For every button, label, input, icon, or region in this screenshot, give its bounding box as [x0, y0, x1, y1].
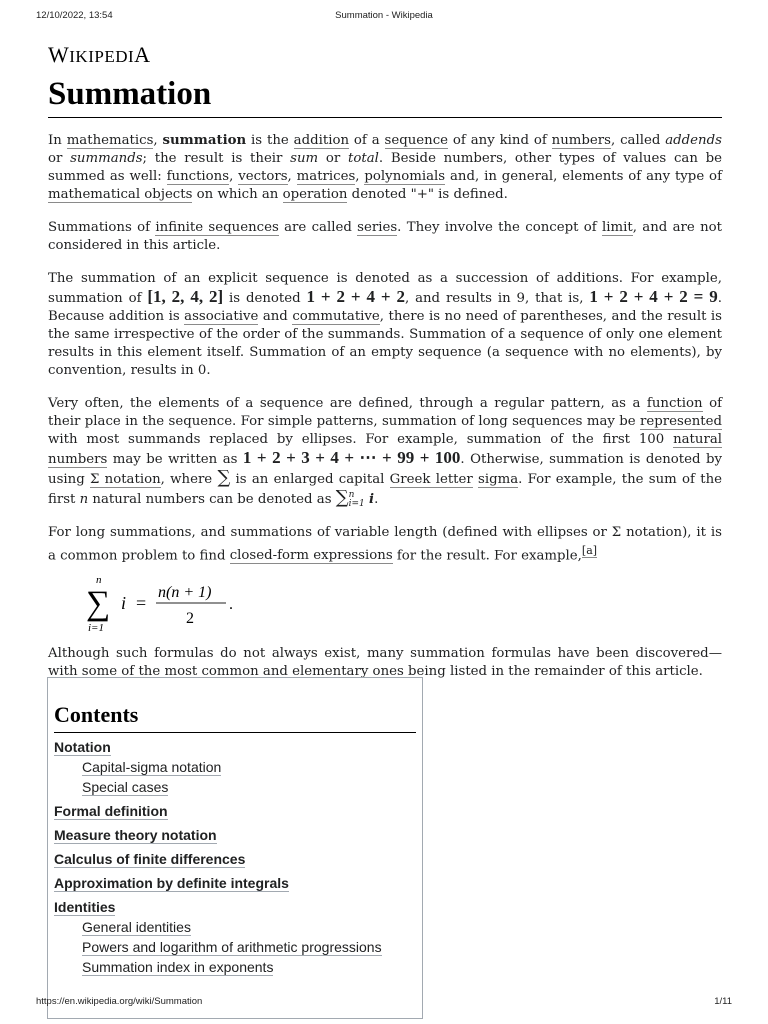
link-limit[interactable]: limit: [602, 220, 633, 235]
link-vectors[interactable]: vectors: [238, 169, 288, 184]
link-sequence[interactable]: sequence: [384, 133, 449, 148]
page-title: Summation: [48, 76, 722, 118]
math-sum-expression: 1 + 2 + 4 + 2: [306, 287, 405, 306]
math-inline-sum: ∑n i=1 i: [335, 487, 375, 509]
print-url: https://en.wikipedia.org/wiki/Summation: [36, 996, 203, 1007]
formula-lower-limit: i=1: [88, 622, 104, 634]
paragraph-formulas: Although such formulas do not always exist, many summation formulas have been discovered—with some of the most common and elementary ones being listed in the remainder of this article.: [48, 646, 722, 680]
link-represented[interactable]: represented: [640, 414, 722, 429]
formula-period: .: [229, 596, 233, 614]
paragraph-series: Summations of infinite sequences are called series. They involve the concept of limit, and are not considered in this article.: [48, 220, 723, 253]
toc-item-label: Measure theory notation: [54, 827, 217, 843]
table-of-contents: [47, 677, 423, 1019]
formula-upper-limit: n: [96, 574, 102, 587]
math-long-sum: 1 + 2 + 3 + 4 + ⋯ + 99 + 100: [242, 448, 461, 467]
toc-item[interactable]: [54, 737, 416, 757]
toc-item-label: Notation: [54, 739, 111, 755]
toc-item-label: Formal definition: [54, 803, 168, 819]
toc-list: [54, 737, 416, 977]
link-mathematics[interactable]: mathematics: [66, 133, 154, 148]
formula-equals: =: [136, 593, 147, 614]
sum-formula-svg: [86, 569, 346, 633]
link-closed-form-expressions[interactable]: closed-form expressions: [229, 548, 393, 564]
toc-item-label: Summation index in exponents: [82, 959, 274, 975]
link-sigma-notation[interactable]: Σ notation: [89, 472, 161, 487]
link-mathematical-objects[interactable]: mathematical objects: [48, 187, 193, 202]
toc-item-label: Identities: [54, 899, 116, 915]
print-page-number: 1/11: [714, 996, 732, 1007]
link-associative[interactable]: associative: [184, 309, 259, 324]
link-functions[interactable]: functions: [166, 169, 230, 184]
link-commutative[interactable]: commutative: [292, 309, 380, 324]
toc-item[interactable]: [54, 897, 416, 917]
link-sigma[interactable]: sigma: [478, 472, 519, 487]
paragraph-closed-form: For long summations, and summations of variable length (defined with ellipses or Σ notation), it is a common problem to find closed-form expressions for the result. For example,[a]: [48, 525, 722, 564]
math-sum-result: 1 + 2 + 4 + 2 = 9: [589, 287, 718, 306]
toc-item[interactable]: [82, 917, 416, 937]
math-sigma-symbol: ∑: [217, 467, 231, 488]
link-matrices[interactable]: matrices: [296, 169, 356, 184]
link-polynomials[interactable]: polynomials: [364, 169, 446, 184]
paragraph-explicit-sequence: The summation of an explicit sequence is denoted as a succession of additions. For example, summation of [1, 2, 4, 2] is denoted 1 + 2 + 4 + 2, and results in 9, that is, 1 + 2 + 4 + 2 = 9. Because addition is associative and commutative, there is no need of parentheses, and the result is the same irrespective of the order of the summands. Summation of a sequence of only one element results in this element itself. Summation of an empty sequence (a sequence with no elements), by convention, results in 0.: [48, 271, 723, 378]
link-greek-letter[interactable]: Greek letter: [389, 472, 473, 487]
toc-item-label: Calculus of finite differences: [54, 851, 246, 867]
link-infinite-sequences[interactable]: infinite sequences: [155, 220, 279, 235]
math-sequence: [1, 2, 4, 2]: [147, 287, 224, 306]
wikipedia-logo[interactable]: WIKIPEDIA: [48, 42, 151, 67]
toc-item-label: Powers and logarithm of arithmetic progressions: [82, 939, 382, 955]
toc-item[interactable]: [54, 849, 416, 869]
print-datetime: 12/10/2022, 13:54: [36, 10, 113, 21]
toc-item[interactable]: [82, 777, 416, 797]
link-function[interactable]: function: [646, 396, 703, 411]
link-operation[interactable]: operation: [282, 187, 348, 202]
formula-variable: i: [121, 593, 127, 614]
toc-item-label: Capital-sigma notation: [82, 759, 222, 775]
toc-item[interactable]: [82, 957, 416, 977]
toc-item-label: General identities: [82, 919, 191, 935]
paragraph-patterns: Very often, the elements of a sequence are defined, through a regular pattern, as a function of their place in the sequence. For simple patterns, summation of long sequences may be represented with most summands replaced by ellipses. For example, summation of the first 100 natural numbers may be written as 1 + 2 + 3 + 4 + ⋯ + 99 + 100. Otherwise, summation is denoted by using Σ notation, where ∑ is an enlarged capital Greek letter sigma. For example, the sum of the first n natural numbers can be denoted as ∑n i=1 i.: [48, 396, 723, 509]
link-series[interactable]: series: [357, 220, 398, 235]
article-body: [48, 132, 722, 696]
print-footer: [36, 996, 732, 1010]
print-header: [36, 10, 732, 24]
paragraph-intro: In mathematics, summation is the addition of a sequence of any kind of numbers, called addends or summands; the result is their sum or total. Beside numbers, other types of values can be summed as well: functions, vectors, matrices, polynomials and, in general, elements of any type of mathematical objects on which an operation denoted "+" is defined.: [48, 133, 722, 202]
toc-item[interactable]: [54, 873, 416, 893]
toc-item[interactable]: [54, 825, 416, 845]
link-natural-numbers[interactable]: natural numbers: [48, 432, 722, 467]
toc-item-label: Approximation by definite integrals: [54, 875, 289, 891]
toc-item-label: Special cases: [82, 779, 169, 795]
formula-denominator: 2: [186, 610, 194, 628]
toc-item[interactable]: [54, 801, 416, 821]
toc-item[interactable]: [82, 937, 416, 957]
link-addition[interactable]: addition: [293, 133, 350, 148]
link-numbers[interactable]: numbers: [551, 133, 611, 148]
formula-sigma: ∑: [86, 585, 111, 623]
toc-title: Contents: [54, 702, 416, 733]
footnote-a[interactable]: [a]: [581, 544, 598, 557]
toc-item[interactable]: [82, 757, 416, 777]
display-formula: [86, 569, 722, 633]
print-page-title: Summation - Wikipedia: [335, 10, 433, 21]
formula-numerator: n(n + 1): [158, 584, 212, 602]
